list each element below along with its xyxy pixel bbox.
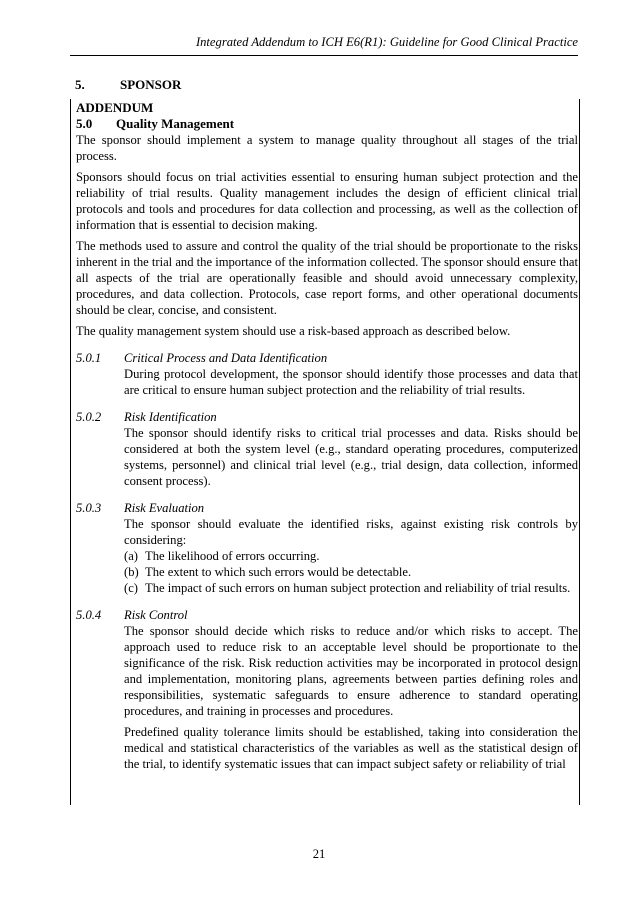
- quality-number: 5.0: [76, 116, 93, 131]
- list-item: [124, 580, 578, 596]
- addendum-label: ADDENDUM: [76, 100, 154, 115]
- subsection-number: 5.0.2: [76, 410, 102, 424]
- list-item: [124, 548, 578, 564]
- subsection-heading: [76, 409, 578, 425]
- page-number: 21: [312, 847, 326, 861]
- addendum-content: [76, 100, 578, 772]
- quality-paragraph: The sponsor should implement a system to manage quality throughout all stages of the trial process.: [76, 133, 578, 163]
- subsection-heading: [76, 607, 578, 623]
- list-item-text: The impact of such errors on human subject protection and reliability of trial results.: [145, 581, 571, 595]
- running-header: Integrated Addendum to ICH E6(R1): Guideline for Good Clinical Practice: [195, 35, 578, 49]
- subsection-title: Critical Process and Data Identification: [124, 351, 328, 365]
- subsection-501: [76, 350, 578, 398]
- section-number: 5.: [75, 77, 85, 92]
- evaluation-criteria-list: [124, 548, 578, 596]
- subsection-503: [76, 500, 578, 596]
- list-item-text: The likelihood of errors occurring.: [145, 549, 320, 563]
- subsection-title: Risk Control: [124, 608, 188, 622]
- quality-heading: [76, 116, 578, 132]
- quality-paragraph: Sponsors should focus on trial activities essential to ensuring human subject protection and the reliability of trial results. Quality management includes the design of efficient clinical trial protocols and tools and procedures for data collection and processing, as well as the collection of information that is essential to decision making.: [76, 170, 578, 232]
- subsection-title: Risk Identification: [124, 410, 217, 424]
- section-title: SPONSOR: [120, 77, 182, 92]
- subsection-heading: [76, 500, 578, 516]
- subsection-text: The sponsor should evaluate the identified risks, against existing risk controls by considering:: [124, 517, 578, 547]
- subsection-504: [76, 607, 578, 772]
- list-item-text: The extent to which such errors would be detectable.: [145, 565, 412, 579]
- list-item-label: (b): [124, 565, 139, 579]
- subsection-502: [76, 409, 578, 489]
- subsection-number: 5.0.4: [76, 608, 102, 622]
- section-heading: [75, 77, 181, 93]
- list-item: [124, 564, 578, 580]
- subsection-text: The sponsor should identify risks to critical trial processes and data. Risks should be considered at both the system level (e.g., standard operating procedures, computerized systems, personnel) and clinical trial level (e.g., trial design, data collection, informed consent process).: [124, 426, 578, 488]
- list-item-label: (c): [124, 581, 138, 595]
- quality-title: Quality Management: [116, 116, 235, 131]
- subsection-heading: [76, 350, 578, 366]
- header-rule: [70, 55, 578, 56]
- subsection-text: The sponsor should decide which risks to reduce and/or which risks to accept. The approach used to reduce risk to an acceptable level should be proportionate to the significance of the risk. Risk reduction activities may be incorporated in protocol design and implementation, monitoring plans, agreements between parties defining roles and responsibilities, systematic safeguards to ensure adherence to standard operating procedures, and training in processes and procedures.: [124, 624, 578, 718]
- list-item-label: (a): [124, 549, 138, 563]
- quality-paragraph: The methods used to assure and control the quality of the trial should be proportionate to the risks inherent in the trial and the importance of the information collected. The sponsor should ensure that all aspects of the trial are operationally feasible and should avoid unnecessary complexity, procedures, and data collection. Protocols, case report forms, and other operational documents should be clear, concise, and consistent.: [76, 239, 578, 317]
- subsection-number: 5.0.1: [76, 351, 102, 365]
- subsection-text: During protocol development, the sponsor should identify those processes and data that are critical to ensure human subject protection and the reliability of trial results.: [124, 367, 578, 397]
- subsection-title: Risk Evaluation: [124, 501, 205, 515]
- quality-paragraph: The quality management system should use a risk-based approach as described below.: [76, 324, 511, 338]
- subsection-number: 5.0.3: [76, 501, 102, 515]
- subsection-text: Predefined quality tolerance limits should be established, taking into consideration the medical and statistical characteristics of the variables as well as the statistical design of the trial, to identify systematic issues that can impact subject safety or reliability of trial: [124, 725, 578, 771]
